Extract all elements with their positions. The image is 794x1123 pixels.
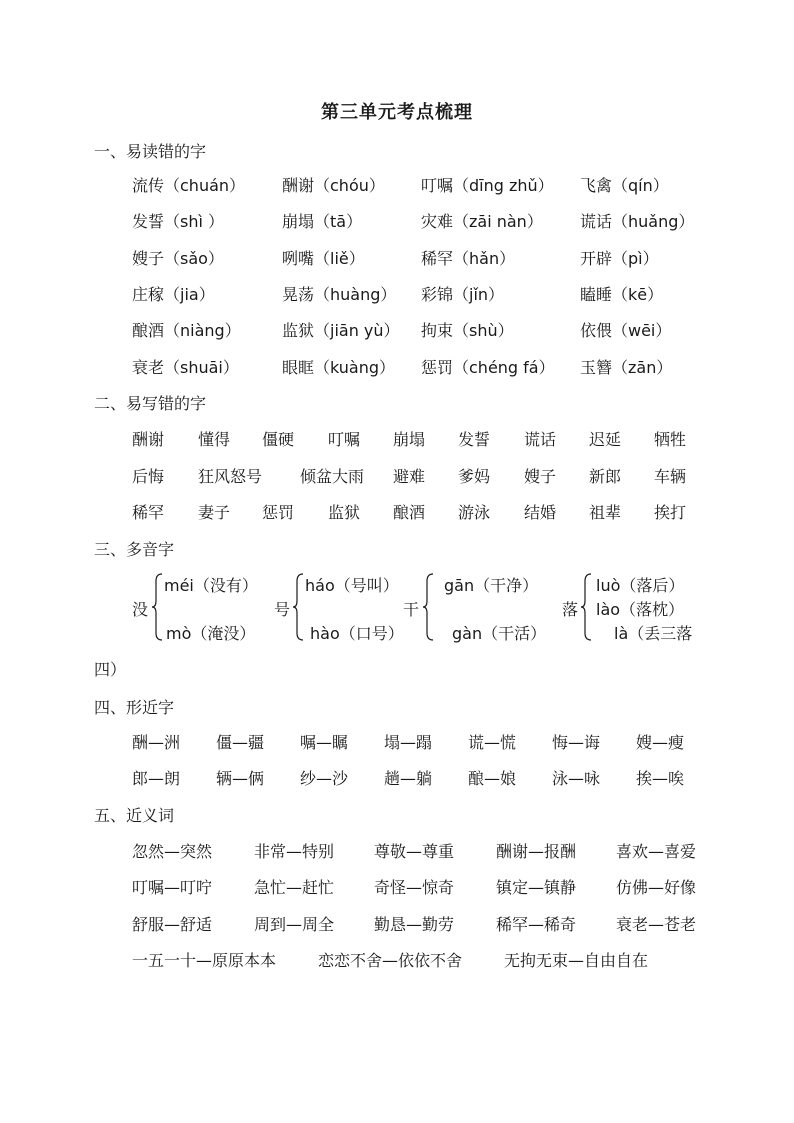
- easy-write-word: 稀罕: [132, 503, 165, 522]
- synonym-pair: 衰老—苍老: [616, 915, 697, 934]
- similar-pair: 泳—咏: [552, 769, 601, 788]
- easy-read-item: 咧嘴（liě）: [282, 249, 365, 268]
- easy-read-item: 惩罚（chéng fá）: [421, 358, 555, 377]
- easy-read-item: 彩锦（jǐn）: [421, 285, 505, 304]
- polyphone-reading: gàn（干活）: [452, 624, 547, 643]
- easy-read-item: 开辟（pì）: [580, 249, 659, 268]
- left-brace-icon: [292, 573, 304, 641]
- synonym-pair: 叮嘱—叮咛: [132, 878, 213, 897]
- polyphone-reading: háo（号叫）: [305, 576, 399, 595]
- synonym-pair: 急忙—赶忙: [254, 878, 335, 897]
- easy-read-item: 依偎（wēi）: [580, 321, 672, 340]
- easy-write-word: 监狱: [328, 503, 361, 522]
- easy-write-word: 避难: [393, 467, 426, 486]
- easy-write-word: 懂得: [198, 430, 231, 449]
- easy-read-item: 监狱（jiān yù）: [282, 321, 400, 340]
- synonym-pair: 仿佛—好像: [616, 878, 697, 897]
- easy-read-item: 拘束（shù）: [421, 321, 514, 340]
- easy-write-word: 崩塌: [393, 430, 426, 449]
- synonym-pair: 舒服—舒适: [132, 915, 213, 934]
- easy-write-word: 挨打: [654, 503, 687, 522]
- similar-pair: 辆—俩: [216, 769, 265, 788]
- easy-read-item: 灾难（zāi nàn）: [421, 212, 543, 231]
- similar-pair: 谎—慌: [468, 733, 517, 752]
- easy-write-word: 发誓: [458, 430, 491, 449]
- polyphone-char-mei: 没: [132, 600, 149, 619]
- page-title: 第三单元考点梳理: [321, 102, 473, 123]
- easy-write-word: 后悔: [132, 467, 165, 486]
- similar-pair: 趟—躺: [384, 769, 433, 788]
- synonym-pair: 酬谢—报酬: [496, 842, 577, 861]
- easy-write-word: 游泳: [458, 503, 491, 522]
- left-brace-icon: [422, 573, 434, 641]
- easy-write-word: 妻子: [198, 503, 231, 522]
- easy-read-item: 谎话（huǎng）: [580, 212, 695, 231]
- synonym-pair: 周到—周全: [254, 915, 335, 934]
- synonym-pair: 镇定—镇静: [496, 878, 577, 897]
- similar-pair: 挨—唉: [636, 769, 685, 788]
- easy-write-word: 僵硬: [262, 430, 295, 449]
- section-heading-polyphones: 三、多音字: [94, 540, 175, 559]
- polyphone-reading: gān（干净）: [444, 576, 539, 595]
- similar-pair: 僵—疆: [216, 733, 265, 752]
- similar-pair: 嫂—瘦: [636, 733, 685, 752]
- easy-write-word: 谎话: [524, 430, 557, 449]
- easy-read-item: 流传（chuán）: [132, 176, 246, 195]
- easy-write-word: 狂风怒号: [198, 467, 263, 486]
- similar-pair: 郎—朗: [132, 769, 181, 788]
- easy-write-word: 倾盆大雨: [300, 467, 365, 486]
- synonym-pair: 奇怪—惊奇: [374, 878, 455, 897]
- easy-write-word: 爹妈: [458, 467, 491, 486]
- polyphone-reading: lào（落枕）: [596, 600, 685, 619]
- similar-pair: 塌—蹋: [384, 733, 433, 752]
- left-brace-icon: [580, 573, 592, 641]
- easy-read-item: 崩塌（tā）: [282, 212, 363, 231]
- easy-write-word: 酿酒: [393, 503, 426, 522]
- similar-pair: 纱—沙: [300, 769, 349, 788]
- polyphone-reading: là（丢三落: [614, 624, 693, 643]
- easy-read-item: 眼眶（kuàng）: [282, 358, 396, 377]
- polyphone-reading: méi（没有）: [164, 576, 258, 595]
- easy-read-item: 酬谢（chóu）: [282, 176, 385, 195]
- easy-write-word: 酬谢: [132, 430, 165, 449]
- section-heading-similar-shape: 四、形近字: [94, 698, 175, 717]
- easy-write-word: 新郎: [589, 467, 622, 486]
- section-heading-easy-write: 二、易写错的字: [94, 394, 207, 413]
- similar-pair: 悔—诲: [552, 733, 601, 752]
- easy-read-item: 酿酒（niàng）: [132, 321, 241, 340]
- similar-pair: 酬—洲: [132, 733, 181, 752]
- easy-write-word: 叮嘱: [328, 430, 361, 449]
- easy-write-word: 祖辈: [589, 503, 622, 522]
- easy-read-item: 飞禽（qín）: [580, 176, 669, 195]
- synonym-pair: 稀罕—稀奇: [496, 915, 577, 934]
- synonym-pair: 喜欢—喜爱: [616, 842, 697, 861]
- polyphone-char-luo: 落: [562, 600, 579, 619]
- easy-read-item: 嫂子（sǎo）: [132, 249, 224, 268]
- section-heading-synonyms: 五、近义词: [94, 806, 175, 825]
- synonym-pair: 无拘无束—自由自在: [504, 951, 649, 970]
- easy-read-item: 叮嘱（dīng zhǔ）: [421, 176, 554, 195]
- synonym-pair: 一五一十—原原本本: [132, 951, 277, 970]
- easy-write-word: 嫂子: [524, 467, 557, 486]
- synonym-pair: 勤恳—勤劳: [374, 915, 455, 934]
- polyphone-reading: mò（淹没）: [166, 624, 256, 643]
- easy-write-word: 迟延: [589, 430, 622, 449]
- polyphone-reading: luò（落后）: [596, 576, 685, 595]
- similar-pair: 酿—娘: [468, 769, 517, 788]
- easy-write-word: 惩罚: [262, 503, 295, 522]
- left-brace-icon: [151, 573, 163, 641]
- easy-read-item: 发誓（shì ）: [132, 212, 225, 231]
- easy-read-item: 稀罕（hǎn）: [421, 249, 516, 268]
- polyphone-reading-continued: 四）: [94, 660, 127, 679]
- synonym-pair: 恋恋不舍—依依不舍: [318, 951, 463, 970]
- similar-pair: 嘱—瞩: [300, 733, 349, 752]
- polyphone-reading: hào（口号）: [310, 624, 404, 643]
- easy-read-item: 庄稼（jia）: [132, 285, 215, 304]
- polyphone-char-hao: 号: [274, 600, 291, 619]
- easy-read-item: 晃荡（huàng）: [282, 285, 397, 304]
- polyphone-char-gan: 干: [403, 600, 420, 619]
- easy-read-item: 玉簪（zān）: [580, 358, 673, 377]
- easy-read-item: 瞌睡（kē）: [580, 285, 664, 304]
- easy-write-word: 牺牲: [654, 430, 687, 449]
- synonym-pair: 非常—特别: [254, 842, 335, 861]
- easy-read-item: 衰老（shuāi）: [132, 358, 239, 377]
- section-heading-easy-read: 一、易读错的字: [94, 142, 207, 161]
- synonym-pair: 忽然—突然: [132, 842, 213, 861]
- synonym-pair: 尊敬—尊重: [374, 842, 455, 861]
- easy-write-word: 结婚: [524, 503, 557, 522]
- easy-write-word: 车辆: [654, 467, 687, 486]
